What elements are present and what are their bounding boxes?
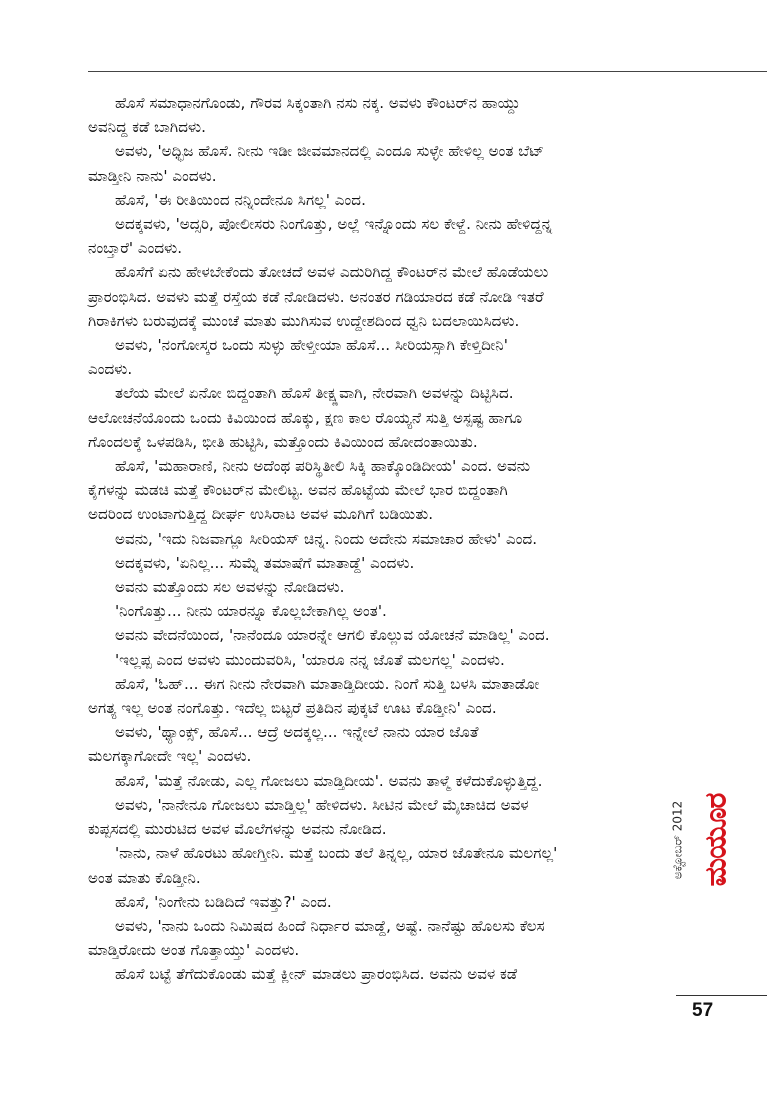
text-line: 'ನಿಂಗೊತ್ತು... ನೀನು ಯಾರನ್ನೂ ಕೊಲ್ಲಬೇಕಾಗಿಲ್ಲ ಅಂತ'.	[115, 602, 387, 621]
text-line: ಅವಳು, 'ನಾನು ಒಂದು ನಿಮಿಷದ ಹಿಂದೆ ನಿರ್ಧಾರ ಮಾಡ್ದೆ, ಅಷ್ಟೆ. ನಾನೆಷ್ಟು ಹೊಲಸು ಕೆಲಸ	[115, 916, 545, 935]
header-rule	[88, 71, 767, 72]
issue-date-text: ಅಕ್ಟೋಬರ್ 2012	[670, 800, 685, 880]
text-line: ಅಂತ ಮಾತು ಕೊಡ್ತೀನಿ.	[88, 868, 201, 887]
text-line: ಅವನು ಮತ್ತೊಂದು ಸಲ ಅವಳನ್ನು ನೋಡಿದಳು.	[115, 578, 345, 597]
magazine-logo	[692, 770, 740, 910]
text-line: ಅವನು ವೇದನೆಯಿಂದ, 'ನಾನೆಂದೂ ಯಾರನ್ನೇ ಆಗಲಿ ಕೊಲ್ಲುವ ಯೋಚನೆ ಮಾಡಿಲ್ಲ' ಎಂದ.	[115, 626, 550, 645]
page-number: 57	[692, 1000, 714, 1021]
text-line: ನಂಬ್ತಾರೆ' ಎಂದಳು.	[88, 239, 183, 258]
text-line: ತಲೆಯ ಮೇಲೆ ಏನೋ ಬಿದ್ದಂತಾಗಿ ಹೊಸೆ ತೀಕ್ಷ್ಣವಾಗಿ, ನೇರವಾಗಿ ಅವಳನ್ನು ದಿಟ್ಟಿಸಿದ.	[115, 384, 514, 403]
page-number-rule	[676, 995, 767, 996]
text-line: ಅವನಿದ್ದ ಕಡೆ ಬಾಗಿದಳು.	[88, 118, 206, 137]
text-line: ಮಾಡ್ತಿರೋದು ಅಂತ ಗೊತ್ತಾಯ್ತು' ಎಂದಳು.	[88, 941, 300, 960]
text-line: ಎಂದಳು.	[88, 360, 133, 379]
text-line: ಹೊಸೆ, 'ಮಹಾರಾಣಿ, ನೀನು ಅದೆಂಥ ಪರಿಸ್ಥಿತೀಲಿ ಸಿಕ್ಕಿ ಹಾಕ್ಕೊಂಡಿದೀಯ' ಎಂದ. ಅವನು	[115, 457, 531, 476]
page-sidebar	[670, 770, 742, 990]
text-line: ಅದಕ್ಕವಳು, 'ಏನಿಲ್ಲ... ಸುಮ್ನೆ ತಮಾಷೆಗೆ ಮಾತಾಡ್ದೆ' ಎಂದಳು.	[115, 553, 415, 572]
text-line: ಹೊಸೆ, 'ಮತ್ತೆ ನೋಡು, ಎಲ್ಲ ಗೋಜಲು ಮಾಡ್ತಿದೀಯ'. ಅವನು ತಾಳ್ಮೆ ಕಳೆದುಕೊಳ್ಳುತ್ತಿದ್ದ.	[115, 771, 543, 790]
text-line: 'ನಾನು, ನಾಳೆ ಹೊರಟು ಹೋಗ್ತೀನಿ. ಮತ್ತೆ ಬಂದು ತಲೆ ತಿನ್ನಲ್ಲ, ಯಾರ ಜೊತೇನೂ ಮಲಗಲ್ಲ'	[115, 844, 558, 863]
text-line: ಅದಕ್ಕವಳು, 'ಅದ್ಸರಿ, ಪೋಲೀಸರು ನಿಂಗೊತ್ತು, ಅಲ್ಲೆ ಇನ್ನೊಂದು ಸಲ ಕೇಳ್ದೆ. ನೀನು ಹೇಳಿದ್ದನ್ನ	[115, 215, 553, 234]
text-line: ಅವಳು, 'ನಂಗೋಸ್ಕರ ಒಂದು ಸುಳ್ಳು ಹೇಳ್ತೀಯಾ ಹೊಸೆ... ಸೀರಿಯಸ್ಸಾಗಿ ಕೇಳ್ತಿದೀನಿ'	[115, 336, 508, 355]
text-line: ಕೈಗಳನ್ನು ಮಡಚಿ ಮತ್ತೆ ಕೌಂಟರ್‌ನ ಮೇಲಿಟ್ಟ. ಅವನ ಹೊಟ್ಟೆಯ ಮೇಲೆ ಭಾರ ಬಿದ್ದಂತಾಗಿ	[88, 481, 508, 500]
text-line: ಹೊಸೆ, 'ಓಹ್... ಈಗ ನೀನು ನೇರವಾಗಿ ಮಾತಾಡ್ತಿದೀಯ. ನಿಂಗೆ ಸುತ್ತಿ ಬಳಸಿ ಮಾತಾಡೋ	[115, 674, 540, 693]
text-line: ಹೊಸೆ, 'ನಿಂಗೇನು ಬಡಿದಿದೆ ಇವತ್ತು?' ಎಂದ.	[115, 892, 332, 911]
text-line: ಅಗತ್ಯ ಇಲ್ಲ ಅಂತ ನಂಗೊತ್ತು. ಇದೆಲ್ಲ ಬಿಟ್ಟರೆ ಪ್ರತಿದಿನ ಪುಕ್ಕಟೆ ಊಟ ಕೊಡ್ತೀನಿ' ಎಂದ.	[88, 699, 497, 718]
text-line: ಗೊಂದಲಕ್ಕೆ ಒಳಪಡಿಸಿ, ಭೀತಿ ಹುಟ್ಟಿಸಿ, ಮತ್ತೊಂದು ಕಿವಿಯಿಂದ ಹೋದಂತಾಯಿತು.	[88, 432, 478, 451]
text-line: ಅವನು, 'ಇದು ನಿಜವಾಗ್ಲೂ ಸೀರಿಯಸ್ ಚಿನ್ನ. ನಿಂದು ಅದೇನು ಸಮಾಚಾರ ಹೇಳು' ಎಂದ.	[115, 529, 538, 548]
text-line: ಅವಳು, 'ಅಧ್ಭಿಜ ಹೊಸೆ. ನೀನು ಇಡೀ ಜೀವಮಾನದಲ್ಲಿ ಎಂದೂ ಸುಳ್ಳೇ ಹೇಳಿಲ್ಲ ಅಂತ ಬೆಟ್	[115, 142, 545, 161]
text-line: ಗಿರಾಕಿಗಳು ಬರುವುದಕ್ಕೆ ಮುಂಚೆ ಮಾತು ಮುಗಿಸುವ ಉದ್ದೇಶದಿಂದ ಧ್ವನಿ ಬದಲಾಯಿಸಿದಳು.	[88, 311, 520, 330]
magazine-logo-text: ಮಯೂರ	[698, 793, 734, 887]
text-line: ಹೊಸೆ ಸಮಾಧಾನಗೊಂಡು, ಗೌರವ ಸಿಕ್ಕಂತಾಗಿ ನಸು ನಕ್ಕ. ಅವಳು ಕೌಂಟರ್‌ನ ಹಾಯ್ದು	[115, 94, 521, 112]
text-line: ಕುಪ್ಪಸದಲ್ಲಿ ಮುರುಟಿದ ಅವಳ ಮೊಲೆಗಳನ್ನು ಅವನು ನೋಡಿದ.	[88, 820, 387, 839]
text-line: ಮಲಗಕ್ಕಾಗೋದೇ ಇಲ್ಲ' ಎಂದಳು.	[88, 747, 252, 766]
text-line: ಆಲೋಚನೆಯೊಂದು ಒಂದು ಕಿವಿಯಿಂದ ಹೊಕ್ಕು, ಕ್ಷಣ ಕಾಲ ರೊಯ್ಯನೆ ಸುತ್ತಿ ಅಸ್ಪಷ್ಟ ಹಾಗೂ	[88, 408, 523, 427]
story-text	[88, 91, 688, 987]
text-line: 'ಇಲ್ಲಪ್ಪ ಎಂದ ಅವಳು ಮುಂದುವರಿಸಿ, 'ಯಾರೂ ನನ್ನ ಜೊತೆ ಮಲಗಲ್ಲ' ಎಂದಳು.	[115, 650, 505, 669]
text-line: ಮಾಡ್ತೀನಿ ನಾನು' ಎಂದಳು.	[88, 166, 217, 185]
text-line: ಪ್ರಾರಂಭಿಸಿದ. ಅವಳು ಮತ್ತೆ ರಸ್ತೆಯ ಕಡೆ ನೋಡಿದಳು. ಅನಂತರ ಗಡಿಯಾರದ ಕಡೆ ನೋಡಿ ಇತರೆ	[88, 287, 544, 306]
text-line: ಅದರಿಂದ ಉಂಟಾಗುತ್ತಿದ್ದ ದೀರ್ಘ ಉಸಿರಾಟ ಅವಳ ಮೂಗಿಗೆ ಬಡಿಯಿತು.	[88, 505, 434, 524]
text-line: ಹೊಸೆ ಬಟ್ಟೆ ತೆಗೆದುಕೊಂಡು ಮತ್ತೆ ಕ್ಲೀನ್ ಮಾಡಲು ಪ್ರಾರಂಭಿಸಿದ. ಅವನು ಅವಳ ಕಡೆ	[115, 965, 518, 984]
text-line: ಅವಳು, 'ಥ್ಯಾಂಕ್ಸ್, ಹೊಸೆ... ಆದ್ರೆ ಅದಕ್ಕಲ್ಲ... ಇನ್ನೇಲೆ ನಾನು ಯಾರ ಜೊತೆ	[115, 723, 479, 742]
issue-date	[666, 770, 690, 910]
text-line: ಹೊಸೆ, 'ಈ ರೀತಿಯಿಂದ ನನ್ನಿಂದೇನೂ ಸಿಗಲ್ಲ' ಎಂದ.	[115, 190, 366, 209]
text-line: ಹೊಸೆಗೆ ಏನು ಹೇಳಬೇಕೆಂದು ತೋಚದೆ ಅವಳ ಎದುರಿಗಿದ್ದ ಕೌಂಟರ್‌ನ ಮೇಲೆ ಹೊಡೆಯಲು	[115, 263, 549, 282]
text-line: ಅವಳು, 'ನಾನೇನೂ ಗೋಜಲು ಮಾಡ್ತಿಲ್ಲ' ಹೇಳಿದಳು. ಸೀಟಿನ ಮೇಲೆ ಮೈಚಾಚಿದ ಅವಳ	[115, 795, 529, 814]
